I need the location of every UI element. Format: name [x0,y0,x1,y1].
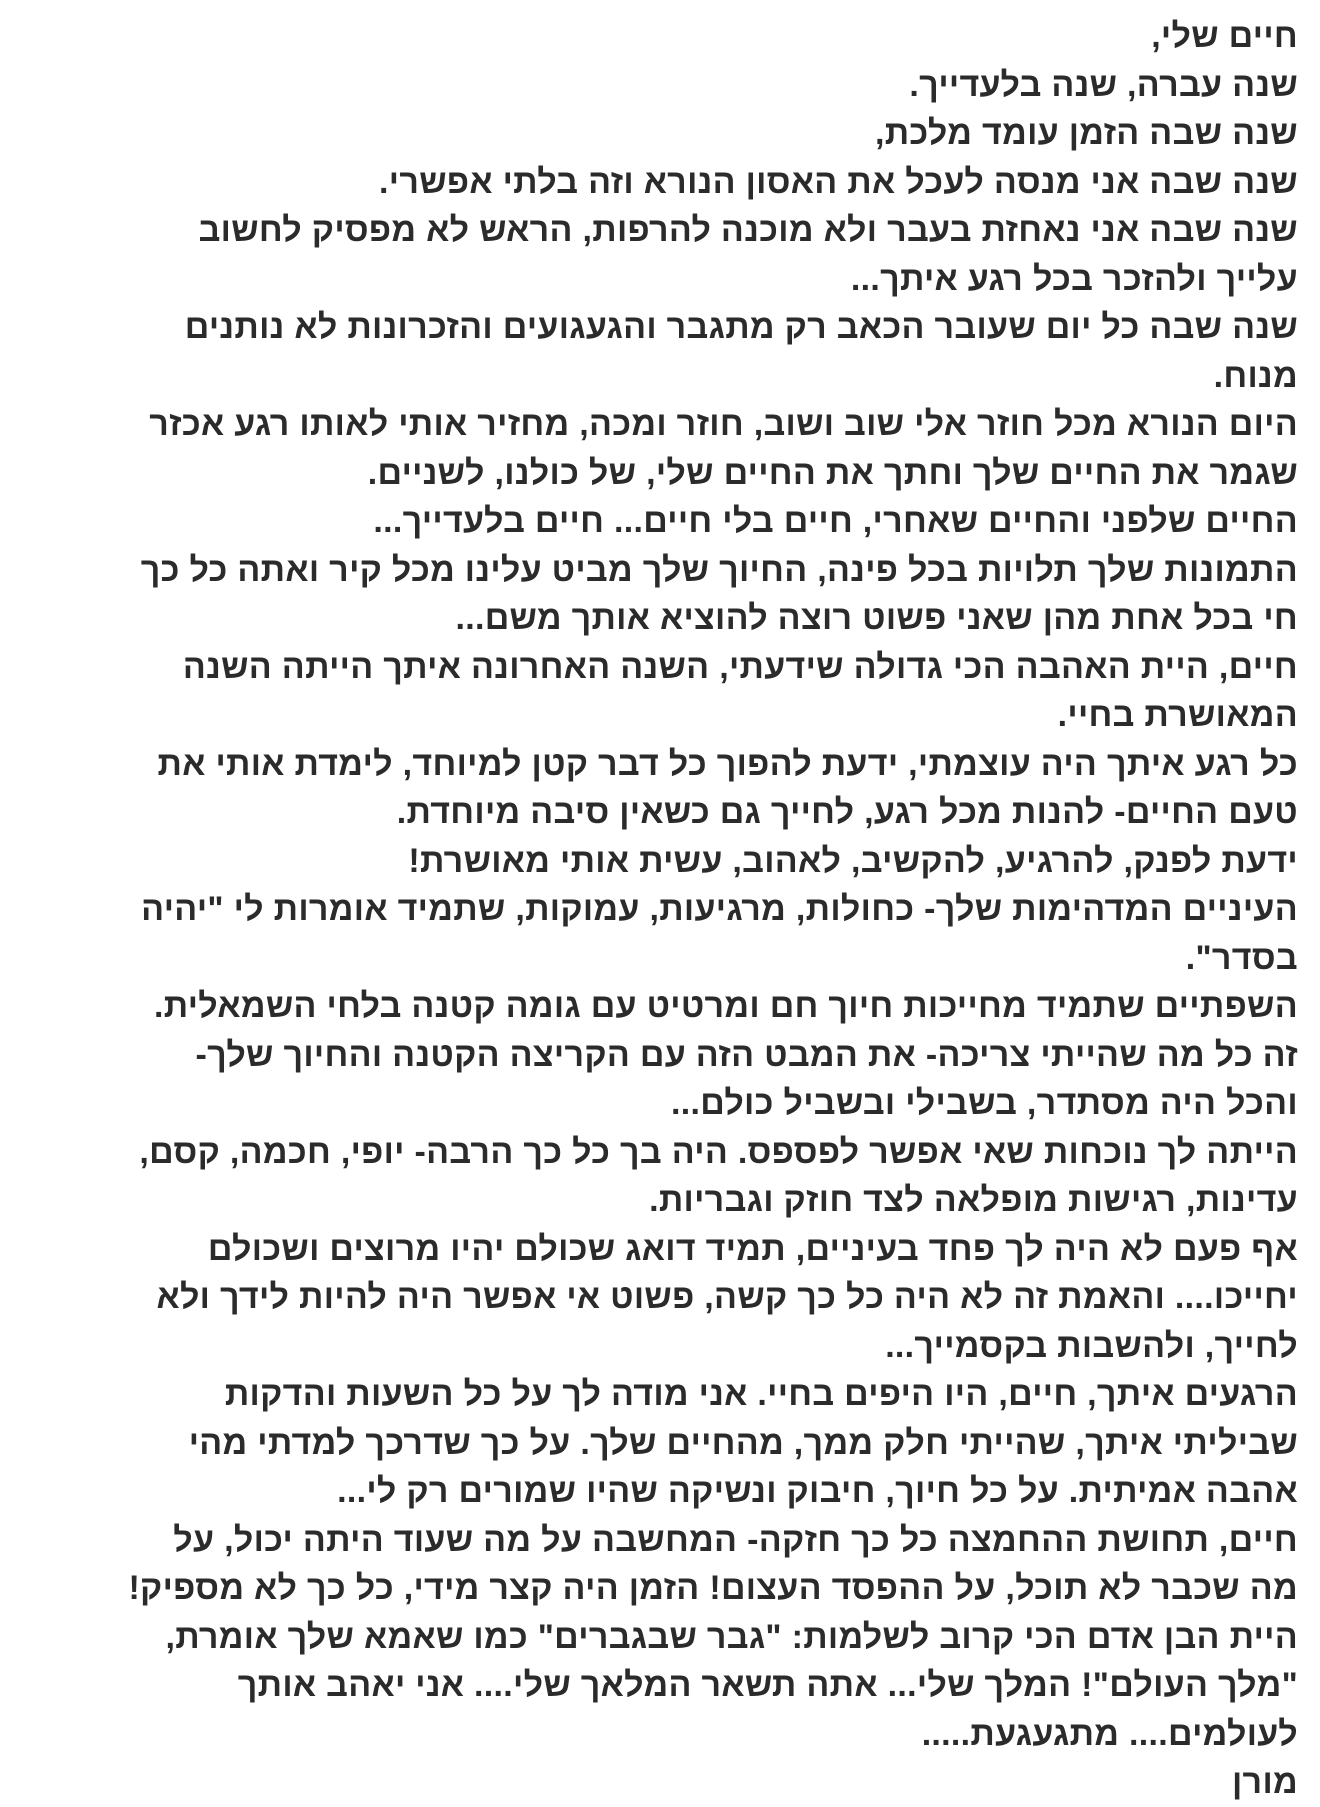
letter-line: השפתיים שתמיד מחייכות חיוך חם ומרטיט עם גומה קטנה בלחי השמאלית. [153,987,1298,1025]
letter-line: אף פעם לא היה לך פחד בעיניים, תמיד דואג שכולם יהיו מרוצים ושכולם [207,1229,1298,1268]
letter-line: הייתה לך נוכחות שאי אפשר לפספס. היה בך כל כך הרבה- יופי, חכמה, קסם, [139,1132,1298,1171]
letter-line: חיים, תחושת ההחמצה כל כך חזקה- המחשבה על מה שעוד היתה יכול, על [173,1520,1298,1559]
letter-line: שנה שבה הזמן עומד מלכת, [874,114,1298,152]
letter-line: העיניים המדהימות שלך- כחולות, מרגיעות, עמוקות, שתמיד אומרות לי "יהיה [141,890,1298,928]
letter-line: שנה שבה כל יום שעובר הכאב רק מתגבר והגעגועים והזכרונות לא נותנים [184,308,1298,346]
letter-line: שנה עברה, שנה בלעדייך. [909,65,1298,104]
letter-line: הרגעים איתך, חיים, היו היפים בחיי. אני מודה לך על כל השעות והדקות [224,1375,1298,1413]
letter-line: חיים, היית האהבה הכי גדולה שידעתי, השנה האחרונה איתך הייתה השנה [182,647,1298,686]
letter-line: שנה שבה אני נאחזת בעבר ולא מוכנה להרפות, הראש לא מפסיק לחשוב [198,211,1298,249]
letter-line: שביליתי איתך, שהייתי חלק ממך, מהחיים שלך. על כך שדרכך למדתי מהי [188,1423,1298,1462]
letter-line: מה שכבר לא תוכל, על ההפסד העצום! הזמן היה קצר מידי, כל כך לא מספיק! [128,1569,1298,1607]
letter-line: זה כל מה שהייתי צריכה- את המבט הזה עם הקריצה הקטנה והחיוך שלך- [195,1035,1298,1074]
letter-line: בסדר". [1185,938,1298,977]
letter-line: יחייכו.... והאמת זה לא היה כל כך קשה, פשוט אי אפשר היה להיות לידך ולא [156,1278,1298,1316]
letter-line: שגמר את החיים שלך וחתך את החיים שלי, של כולנו, לשניים. [367,453,1298,492]
letter-line: לחייך, ולהשבות בקסמייך... [885,1326,1298,1365]
letter-line: כל רגע איתך היה עוצמתי, ידעת להפוך כל דבר קטן למיוחד, לימדת אותי את [157,744,1298,783]
letter-line: המאושרת בחיי. [1057,696,1298,734]
letter-line: מנוח. [1213,356,1298,395]
letter-line: טעם החיים- להנות מכל רגע, לחייך גם כשאין סיבה מיוחדת. [396,793,1298,831]
letter-line: לעולמים.... מתגעגעת..... [921,1714,1298,1753]
letter-line: התמונות שלך תלויות בכל פינה, החיוך שלך מביט עלינו מכל קיר ואתה כל כך [140,550,1298,589]
letter-line: עלייך ולהזכר בכל רגע איתך... [850,259,1298,298]
letter-line: היית הבן אדם הכי קרוב לשלמות: "גבר שבגברים" כמו שאמא שלך אומרת, [165,1617,1298,1656]
letter-line: חי בכל אחת מהן שאני פשוט רוצה להוציא אותך משם... [455,599,1298,637]
salutation: חיים שלי, [1151,17,1298,55]
letter-line: שנה שבה אני מנסה לעכל את האסון הנורא וזה בלתי אפשרי. [379,162,1298,201]
letter-line: עדינות, רגישות מופלאה לצד חוזק וגבריות. [649,1181,1298,1219]
letter-line: והכל היה מסתדר, בשבילי ובשביל כולם... [670,1084,1298,1122]
signature: מורן [1232,1763,1298,1801]
letter-line: היום הנורא מכל חוזר אלי שוב ושוב, חוזר ומכה, מחזיר אותי לאותו רגע אכזר [149,405,1298,443]
letter-line: החיים שלפני והחיים שאחרי, חיים בלי חיים... חיים בלעדייך... [373,502,1298,540]
letter-line: ידעת לפנק, להרגיע, להקשיב, לאהוב, עשית אותי מאושרת! [408,841,1298,880]
letter-line: אהבה אמיתית. על כל חיוך, חיבוק ונשיקה שהיו שמורים רק לי... [337,1472,1298,1510]
letter-body [8,12,1298,1807]
letter-line: "מלך העולם"! המלך שלי... אתה תשאר המלאך שלי.... אני יאהב אותך [237,1666,1298,1704]
